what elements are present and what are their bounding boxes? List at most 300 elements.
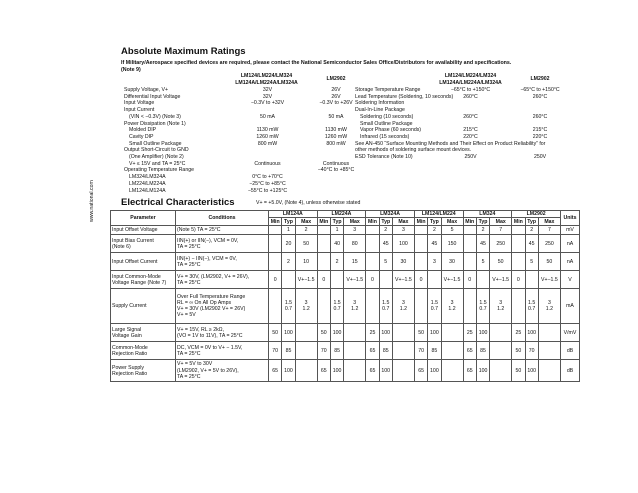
parameter-cell — [111, 324, 176, 342]
value-cell: 3 — [344, 226, 366, 235]
page-number: www.national.com — [89, 180, 95, 222]
col-subheader-max: Max — [490, 218, 512, 226]
amr-left-row-value-lm2902: 26V — [331, 87, 341, 93]
value-cell: 100 — [330, 324, 343, 342]
value-cell — [269, 226, 282, 235]
units-cell: dB — [561, 342, 580, 360]
value-cell — [317, 289, 330, 324]
amr-left-row-value-lm2902: 1260 mW — [324, 133, 348, 140]
value-cell — [512, 253, 525, 271]
col-subheader-min: Min — [463, 218, 476, 226]
amr-left-col-head-2: LM124A/LM224A/LM324A — [235, 80, 298, 86]
conditions-text: V+ = 15V, RL ≥ 2kΩ, — [177, 326, 225, 333]
value-cell — [463, 289, 476, 324]
value-cell: 1.5 0.7 — [525, 289, 538, 324]
value-cell: 30 — [441, 253, 463, 271]
value-cell: 1.5 0.7 — [476, 289, 489, 324]
conditions-text: V+ = 30V (LM2902 V+ = 26V) — [177, 306, 246, 313]
amr-left-row-value-lm2902: −40°C to +85°C — [317, 167, 355, 174]
value-cell: 7 — [538, 226, 560, 235]
amr-right-row-label: Dual-In-Line Package — [355, 107, 405, 114]
value-cell: 2 — [330, 253, 343, 271]
amr-left-row-value-lm2902: 1130 mW — [325, 127, 347, 134]
value-cell: 70 — [317, 342, 330, 360]
value-cell: 100 — [392, 235, 414, 253]
amr-right-row-value-lm2902: 260°C — [532, 93, 548, 100]
value-cell: 2 — [525, 226, 538, 235]
col-header-parameter: Parameter — [111, 211, 176, 226]
amr-left-row-value-lm2902: −0.3V to +26V — [319, 100, 353, 107]
amr-right-row-value-lm2902: 215°C — [532, 127, 548, 134]
value-cell — [269, 235, 282, 253]
amr-left-col-head-1: LM124/LM224/LM324 — [240, 73, 293, 79]
value-cell: 100 — [330, 360, 343, 382]
amr-right-row-value: 250V — [464, 154, 477, 160]
value-cell — [392, 324, 414, 342]
amr-left-row-value: 0°C to +70°C — [252, 174, 283, 181]
value-cell: V+−1.5 — [490, 271, 512, 289]
table-row — [111, 235, 580, 253]
col-subheader-min: Min — [512, 218, 525, 226]
parameter-text: Rejection Ratio — [112, 350, 148, 357]
value-cell: 3 1.2 — [538, 289, 560, 324]
amr-left-row-value: 32V — [262, 93, 273, 100]
parameter-text: Input Offset Current — [112, 258, 158, 265]
value-cell: 65 — [463, 342, 476, 360]
value-cell: 1.5 0.7 — [282, 289, 295, 324]
value-cell: 100 — [476, 324, 489, 342]
value-cell — [428, 271, 441, 289]
value-cell — [463, 226, 476, 235]
value-cell: 25 — [512, 324, 525, 342]
value-cell — [295, 360, 317, 382]
value-cell — [366, 235, 379, 253]
value-cell: 85 — [476, 342, 489, 360]
value-cell — [344, 324, 366, 342]
col-header-conditions: Conditions — [176, 211, 269, 226]
value-cell: 150 — [441, 235, 463, 253]
value-cell: 80 — [344, 235, 366, 253]
amr-left-row-value: −25°C to +85°C — [249, 180, 286, 187]
col-subheader-typ: Typ — [476, 218, 489, 226]
units-cell: nA — [561, 253, 580, 271]
value-cell: 70 — [525, 342, 538, 360]
conditions-text: Over Full Temperature Range — [177, 293, 246, 300]
value-cell — [392, 360, 414, 382]
amr-right-row-label: Storage Temperature Range — [355, 87, 421, 93]
value-cell: 45 — [428, 235, 441, 253]
value-cell: 3 — [392, 226, 414, 235]
amr-left-row-value-lm2902: 50 mA — [328, 113, 344, 120]
amr-right-row-value: −65°C to +150°C — [450, 87, 491, 93]
conditions-text: IIN(+) or IIN(−), VCM = 0V, — [177, 237, 239, 244]
value-cell: 50 — [295, 235, 317, 253]
conditions-text: TA = 25°C — [177, 350, 201, 357]
amr-right-row-label: See AN-450 “Surface Mounting Methods and Their Effect on Product Reliability” for — [355, 140, 546, 147]
amr-left-row-label: (VIN < −0.3V) (Note 3) — [129, 113, 181, 120]
value-cell — [538, 360, 560, 382]
amr-left-row-label: V+ ≤ 15V and TA = 25°C — [129, 160, 186, 167]
value-cell: 50 — [317, 324, 330, 342]
amr-left-row-value: −0.3V to +32V — [250, 100, 285, 107]
value-cell: 50 — [490, 253, 512, 271]
amr-left-row-label: Cavity DIP — [129, 133, 154, 140]
value-cell: 50 — [538, 253, 560, 271]
parameter-text: Supply Current — [112, 303, 147, 310]
value-cell: 65 — [317, 360, 330, 382]
value-cell: 1.5 0.7 — [330, 289, 343, 324]
amr-right-row-label: Vapor Phase (60 seconds) — [360, 127, 422, 134]
amr-left-row-value-lm2902: 26V — [331, 93, 341, 100]
value-cell — [366, 253, 379, 271]
conditions-cell — [176, 253, 269, 271]
value-cell: 100 — [428, 324, 441, 342]
value-cell: 2 — [428, 226, 441, 235]
value-cell: 3 1.2 — [441, 289, 463, 324]
conditions-text: V+ = 5V — [177, 312, 196, 319]
conditions-text: TA = 25°C — [177, 261, 201, 268]
value-cell — [441, 342, 463, 360]
value-cell: 85 — [428, 342, 441, 360]
value-cell: 100 — [282, 324, 295, 342]
ec-title: Electrical Characteristics — [121, 197, 235, 208]
units-cell: mV — [561, 226, 580, 235]
amr-left-row-value: Continuous — [254, 160, 281, 167]
value-cell: 20 — [282, 235, 295, 253]
value-cell — [463, 235, 476, 253]
value-cell: 50 — [414, 324, 427, 342]
amr-left-row-label: Output Short-Circuit to GND — [124, 147, 189, 154]
units-cell: nA — [561, 235, 580, 253]
conditions-cell — [176, 324, 269, 342]
conditions-text: (VO = 1V to 11V), TA = 25°C — [177, 332, 243, 339]
amr-left-row-label: Power Dissipation (Note 1) — [124, 120, 186, 127]
amr-right-row-label: ESD Tolerance (Note 10) — [355, 154, 413, 160]
table-row — [111, 360, 580, 382]
value-cell: 2 — [379, 226, 392, 235]
amr-left-row-value: 800 mW — [257, 140, 278, 147]
value-cell: 50 — [512, 342, 525, 360]
value-cell — [414, 289, 427, 324]
conditions-text: IIN(+) − IIN(−), VCM = 0V, — [177, 255, 237, 262]
value-cell: 85 — [379, 342, 392, 360]
amr-right-row-value: 260°C — [463, 93, 478, 100]
value-cell: 100 — [282, 360, 295, 382]
table-row — [111, 253, 580, 271]
parameter-cell — [111, 289, 176, 324]
amr-right-row-label: other methods of soldering surface mount devices. — [355, 147, 472, 154]
value-cell: 1.5 0.7 — [428, 289, 441, 324]
parameter-text: Input Offset Voltage — [112, 227, 158, 234]
table-row — [111, 289, 580, 324]
ec-conditions-note: V+ = +5.0V, (Note 4), unless otherwise stated — [256, 200, 361, 206]
value-cell — [512, 235, 525, 253]
parameter-text: Large Signal — [112, 326, 142, 333]
parameter-text: Voltage Range (Note 7) — [112, 279, 167, 286]
units-cell: mA — [561, 289, 580, 324]
amr-left-row-value: 50 mA — [260, 113, 275, 120]
value-cell — [366, 226, 379, 235]
value-cell: 85 — [282, 342, 295, 360]
table-row — [111, 324, 580, 342]
conditions-text: V+ = 5V to 30V — [177, 361, 213, 368]
col-header-device: LM324A — [366, 211, 415, 218]
value-cell — [269, 289, 282, 324]
value-cell: 250 — [490, 235, 512, 253]
col-header-device: LM224A — [317, 211, 366, 218]
value-cell: 15 — [344, 253, 366, 271]
value-cell — [379, 271, 392, 289]
amr-right-col-head-1: LM124/LM224/LM324 — [444, 73, 497, 79]
value-cell: V+−1.5 — [441, 271, 463, 289]
conditions-text: DC, VCM = 0V to V+ − 1.5V, — [177, 344, 243, 351]
amr-left-row-value-lm2902: 800 mW — [326, 140, 346, 147]
amr-left-row-value: −55°C to +125°C — [247, 187, 288, 194]
table-row — [111, 342, 580, 360]
amr-right-row-label: Infrared (15 seconds) — [360, 133, 410, 140]
table-row — [111, 271, 580, 289]
col-subheader-max: Max — [538, 218, 560, 226]
value-cell — [392, 342, 414, 360]
value-cell: 85 — [330, 342, 343, 360]
value-cell — [295, 324, 317, 342]
value-cell — [344, 360, 366, 382]
parameter-cell — [111, 271, 176, 289]
amr-left-col-head-3: LM2902 — [326, 76, 346, 82]
conditions-text: RL = ∞ On All Op Amps — [177, 300, 232, 306]
value-cell: 3 1.2 — [295, 289, 317, 324]
value-cell — [317, 253, 330, 271]
value-cell — [476, 271, 489, 289]
value-cell: 50 — [269, 324, 282, 342]
value-cell — [441, 324, 463, 342]
amr-left-row-label: Small Outline Package — [129, 140, 182, 147]
table-header-row — [111, 211, 580, 218]
value-cell: 45 — [379, 235, 392, 253]
col-header-device: LM324 — [463, 211, 512, 218]
amr-left-row-label: Operating Temperature Range — [124, 167, 194, 174]
amr-left-row-value: 1130 mW — [256, 127, 279, 134]
amr-left-row-label: Molded DIP — [129, 127, 157, 134]
value-cell: 2 — [282, 253, 295, 271]
value-cell: 100 — [379, 360, 392, 382]
value-cell — [414, 253, 427, 271]
value-cell: 50 — [512, 360, 525, 382]
parameter-cell — [111, 235, 176, 253]
value-cell: 1 — [330, 226, 343, 235]
amr-left-row-label: LM124/LM124A — [129, 187, 166, 194]
value-cell: 0 — [269, 271, 282, 289]
conditions-text: TA = 25°C — [177, 373, 201, 380]
parameter-cell — [111, 253, 176, 271]
value-cell — [538, 324, 560, 342]
col-subheader-typ: Typ — [330, 218, 343, 226]
conditions-cell — [176, 271, 269, 289]
col-subheader-min: Min — [269, 218, 282, 226]
value-cell: 1.5 0.7 — [379, 289, 392, 324]
amr-right-col-head-3: LM2902 — [530, 76, 550, 82]
amr-right-row-value-lm2902: 220°C — [532, 133, 548, 140]
value-cell: 0 — [414, 271, 427, 289]
amr-left-row-label: Supply Voltage, V+ — [124, 87, 168, 93]
value-cell: 100 — [525, 324, 538, 342]
value-cell: 25 — [463, 324, 476, 342]
value-cell: 5 — [476, 253, 489, 271]
value-cell — [317, 235, 330, 253]
value-cell — [366, 289, 379, 324]
value-cell: 2 — [295, 226, 317, 235]
parameter-text: Common-Mode — [112, 344, 148, 351]
value-cell — [490, 342, 512, 360]
amr-right-row-value-lm2902: 250V — [533, 154, 547, 160]
value-cell: 1 — [282, 226, 295, 235]
amr-left-row-label: Differential Input Voltage — [124, 93, 181, 100]
value-cell — [317, 226, 330, 235]
value-cell: 65 — [366, 342, 379, 360]
value-cell: 65 — [463, 360, 476, 382]
value-cell — [414, 226, 427, 235]
value-cell — [269, 253, 282, 271]
col-header-device: LM124A — [269, 211, 318, 218]
parameter-cell — [111, 360, 176, 382]
parameter-text: Input Common-Mode — [112, 273, 161, 280]
value-cell: 3 1.2 — [344, 289, 366, 324]
value-cell: 100 — [428, 360, 441, 382]
value-cell: 0 — [317, 271, 330, 289]
value-cell: 5 — [525, 253, 538, 271]
amr-right-row-label: Lead Temperature (Soldering, 10 seconds) — [355, 93, 454, 100]
conditions-text: TA = 25°C — [177, 243, 201, 250]
conditions-text: (LM2902, V+ = 5V to 26V), — [177, 367, 239, 374]
amr-left-row-value: 1260 mW — [256, 133, 279, 140]
col-subheader-typ: Typ — [525, 218, 538, 226]
conditions-cell — [176, 342, 269, 360]
col-subheader-min: Min — [317, 218, 330, 226]
parameter-text: Power Supply — [112, 364, 145, 371]
value-cell: 45 — [525, 235, 538, 253]
value-cell: 3 — [428, 253, 441, 271]
value-cell — [414, 235, 427, 253]
value-cell: 65 — [414, 360, 427, 382]
col-subheader-typ: Typ — [282, 218, 295, 226]
value-cell — [344, 342, 366, 360]
amr-left-row-label: Input Current — [124, 107, 155, 114]
value-cell — [525, 271, 538, 289]
col-subheader-max: Max — [295, 218, 317, 226]
value-cell: 100 — [476, 360, 489, 382]
amr-left-row-value-lm2902: Continuous — [322, 160, 350, 167]
parameter-text: Voltage Gain — [112, 332, 142, 339]
electrical-characteristics-table — [110, 210, 580, 382]
units-cell: V — [561, 271, 580, 289]
amr-right-row-label: Small Outline Package — [360, 120, 413, 127]
value-cell — [538, 342, 560, 360]
amr-right-row-label: Soldering (10 seconds) — [360, 113, 414, 120]
value-cell: 5 — [441, 226, 463, 235]
amr-left-row-label: Input Voltage — [124, 100, 155, 107]
parameter-text: Rejection Ratio — [112, 370, 148, 377]
value-cell — [441, 360, 463, 382]
value-cell: 30 — [392, 253, 414, 271]
value-cell: 45 — [476, 235, 489, 253]
value-cell — [295, 342, 317, 360]
value-cell: V+−1.5 — [392, 271, 414, 289]
amr-right-row-label: Soldering Information — [355, 100, 405, 107]
conditions-text: TA = 25°C — [177, 279, 201, 286]
conditions-cell — [176, 235, 269, 253]
value-cell — [463, 253, 476, 271]
parameter-cell — [111, 342, 176, 360]
amr-left-row-value: 32V — [262, 87, 273, 93]
amr-right-row-value: 215°C — [463, 127, 478, 134]
table-row — [111, 226, 580, 235]
value-cell: 70 — [269, 342, 282, 360]
value-cell — [282, 271, 295, 289]
value-cell: 40 — [330, 235, 343, 253]
parameter-cell — [111, 226, 176, 235]
value-cell — [512, 289, 525, 324]
amr-right-row-value: 220°C — [463, 133, 478, 140]
value-cell: V+−1.5 — [344, 271, 366, 289]
value-cell: 25 — [366, 324, 379, 342]
value-cell — [490, 360, 512, 382]
amr-note: If Military/Aerospace specified devices are required, please contact the National Semiconductor Sales Office/Distributors for availability and specifications. — [121, 60, 512, 66]
col-subheader-max: Max — [392, 218, 414, 226]
value-cell — [512, 226, 525, 235]
units-cell: dB — [561, 360, 580, 382]
amr-right-col-head-2: LM124A/LM224A/LM324A — [439, 80, 502, 86]
value-cell: 100 — [525, 360, 538, 382]
amr-right-row-value: 260°C — [463, 113, 478, 120]
value-cell: 10 — [295, 253, 317, 271]
col-subheader-min: Min — [414, 218, 427, 226]
amr-left-row-label: (One Amplifier) (Note 2) — [129, 154, 184, 160]
parameter-text: (Note 6) — [112, 243, 131, 250]
value-cell: 0 — [366, 271, 379, 289]
conditions-cell — [176, 226, 269, 235]
value-cell: 3 1.2 — [392, 289, 414, 324]
value-cell: 70 — [414, 342, 427, 360]
conditions-cell — [176, 289, 269, 324]
conditions-text: V+ = 30V, (LM2902, V+ = 26V), — [177, 273, 250, 280]
value-cell: 5 — [379, 253, 392, 271]
value-cell: V+−1.5 — [538, 271, 560, 289]
value-cell: 65 — [269, 360, 282, 382]
conditions-text: (Note 5) TA = 25°C — [177, 227, 221, 234]
col-header-device: LM2902 — [512, 211, 561, 218]
col-subheader-typ: Typ — [428, 218, 441, 226]
col-header-device: LM124/LM224 — [414, 211, 463, 218]
value-cell: V+−1.5 — [295, 271, 317, 289]
value-cell: 2 — [476, 226, 489, 235]
amr-right-row-value-lm2902: 260°C — [532, 113, 548, 120]
col-subheader-min: Min — [366, 218, 379, 226]
units-cell: V/mV — [561, 324, 580, 342]
value-cell: 0 — [463, 271, 476, 289]
amr-note-ref: (Note 9) — [121, 67, 141, 73]
col-header-units: Units — [561, 211, 580, 226]
value-cell: 100 — [379, 324, 392, 342]
value-cell: 250 — [538, 235, 560, 253]
col-subheader-typ: Typ — [379, 218, 392, 226]
value-cell — [330, 271, 343, 289]
value-cell: 65 — [366, 360, 379, 382]
conditions-cell — [176, 360, 269, 382]
value-cell: 3 1.2 — [490, 289, 512, 324]
amr-title: Absolute Maximum Ratings — [121, 46, 246, 57]
value-cell — [490, 324, 512, 342]
col-subheader-max: Max — [441, 218, 463, 226]
